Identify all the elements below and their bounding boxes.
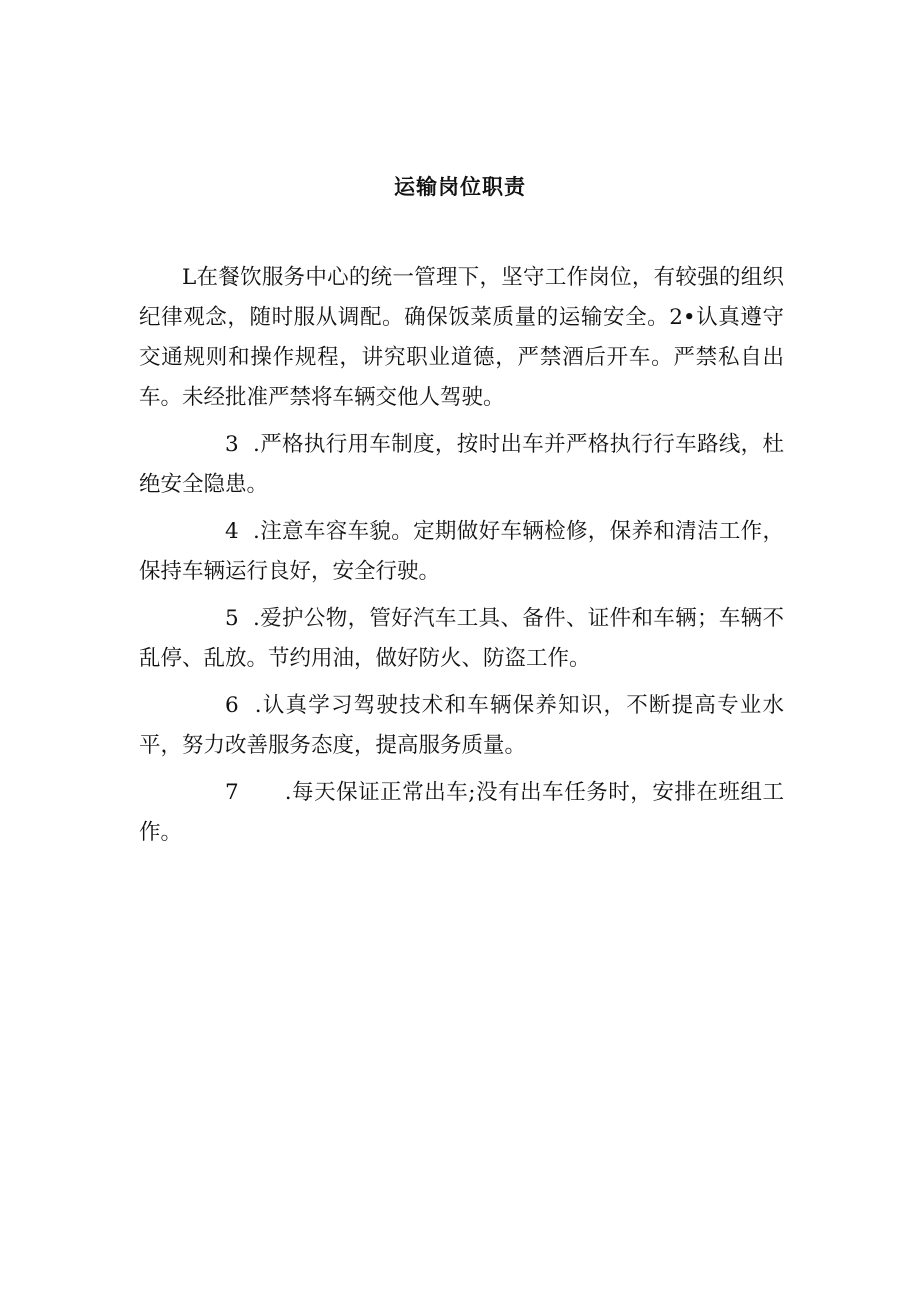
paragraph-text: .爱护公物，管好汽车工具、备件、证件和车辆；车辆不乱停、乱放。节约用油，做好防火、防盗工作。 <box>139 606 785 671</box>
document-title: 运输岗位职责 <box>394 175 526 199</box>
paragraph-4 <box>139 512 784 592</box>
paragraph-6 <box>139 686 784 766</box>
item-number: 6 <box>225 693 239 718</box>
paragraph-1 <box>139 258 784 418</box>
paragraph-7 <box>139 773 784 853</box>
document-body <box>139 258 784 860</box>
paragraph-3 <box>139 425 784 505</box>
item-number: 4 <box>225 519 239 544</box>
item-number: 7 <box>225 780 239 805</box>
paragraph-text: .严格执行用车制度，按时出车并严格执行行车路线，杜绝安全隐患。 <box>139 432 785 497</box>
item-number: 3 <box>225 432 239 457</box>
paragraph-5 <box>139 599 784 679</box>
paragraph-text: .认真学习驾驶技术和车辆保养知识，不断提高专业水平，努力改善服务态度，提高服务质量。 <box>139 693 784 758</box>
paragraph-text: .注意车容车貌。定期做好车辆检修，保养和清洁工作，保持车辆运行良好，安全行驶。 <box>139 519 785 584</box>
paragraph-text: .每天保证正常出车;没有出车任务时，安排在班组工作。 <box>139 780 784 845</box>
paragraph-text: L在餐饮服务中心的统一管理下，坚守工作岗位，有较强的组织纪律观念，随时服从调配。确保饭菜质量的运输安全。2•认真遵守交通规则和操作规程，讲究职业道德，严禁酒后开车。严禁私自出车。未经批准严禁将车辆交他人驾驶。 <box>139 265 784 410</box>
item-number: 5 <box>225 606 239 631</box>
